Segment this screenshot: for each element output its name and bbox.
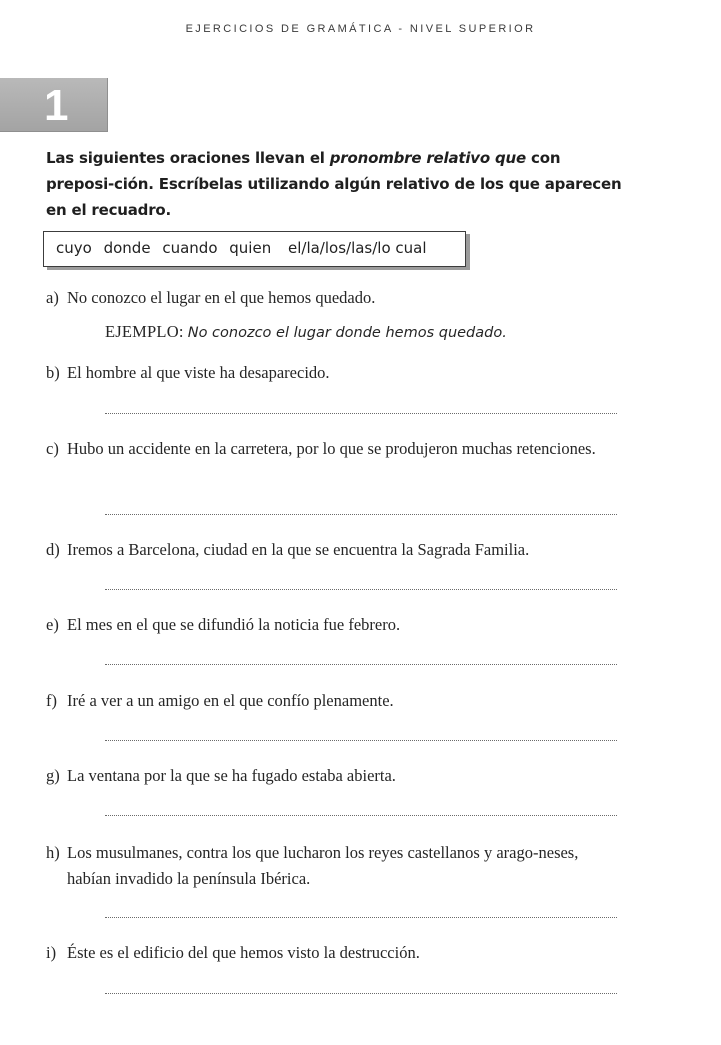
exercise-item-a [46,285,626,311]
example-label: EJEMPLO: [105,322,184,341]
item-text: No conozco el lugar en el que hemos quedado. [67,288,376,307]
exercise-number-badge [0,78,108,132]
exercise-item-g [46,763,626,789]
word-option: cuyo [56,239,92,257]
exercise-item-e [46,612,626,638]
exercise-number: 1 [44,81,69,130]
example-answer-text: No conozco el lugar donde hemos quedado. [187,325,507,341]
example-answer [105,322,507,342]
exercise-item-b [46,360,626,386]
answer-line-g[interactable] [105,815,617,816]
answer-line-d[interactable] [105,589,617,590]
item-text: El hombre al que viste ha desaparecido. [67,363,330,382]
item-text: Iremos a Barcelona, ciudad en la que se encuentra la Sagrada Familia. [67,540,530,559]
answer-line-i[interactable] [105,993,617,994]
instructions-italic: pronombre relativo que [329,149,526,167]
word-option: quien [229,239,272,257]
item-label: i) [46,943,57,962]
exercise-item-i [46,940,626,966]
item-text: La ventana por la que se ha fugado estaba abierta. [67,766,396,785]
answer-line-h[interactable] [105,917,617,918]
item-label: a) [46,288,59,307]
answer-line-b[interactable] [105,413,617,414]
exercise-item-d [46,537,626,563]
word-option: cuando [162,239,218,257]
word-box [43,231,466,267]
instructions-part-1: Las siguientes oraciones llevan el [46,149,330,167]
page-header: EJERCICIOS DE GRAMÁTICA - NIVEL SUPERIOR [185,23,536,35]
item-label: h) [46,843,60,862]
item-label: b) [46,363,60,382]
item-text: Éste es el edificio del que hemos visto la destrucción. [67,943,420,962]
exercise-item-f [46,688,626,714]
instructions-part-2: con preposi-ción. Escríbelas utilizando algún relativo de los que aparecen en el recuadro. [46,149,622,219]
item-label: e) [46,615,59,634]
answer-line-e[interactable] [105,664,617,665]
item-text: El mes en el que se difundió la noticia fue febrero. [67,615,401,634]
exercise-item-h [46,840,626,892]
item-text: Los musulmanes, contra los que lucharon los reyes castellanos y arago-neses, habían invadido la península Ibérica. [67,843,579,888]
exercise-item-c [46,436,626,462]
instructions [46,145,628,223]
item-label: g) [46,766,60,785]
item-label: d) [46,540,60,559]
answer-line-f[interactable] [105,740,617,741]
item-text: Iré a ver a un amigo en el que confío plenamente. [67,691,394,710]
item-text: Hubo un accidente en la carretera, por lo que se produjeron muchas retenciones. [67,439,596,458]
word-option: donde [103,239,151,257]
item-label: f) [46,691,57,710]
answer-line-c[interactable] [105,514,617,515]
item-label: c) [46,439,59,458]
word-option: el/la/los/las/lo cual [288,239,427,257]
